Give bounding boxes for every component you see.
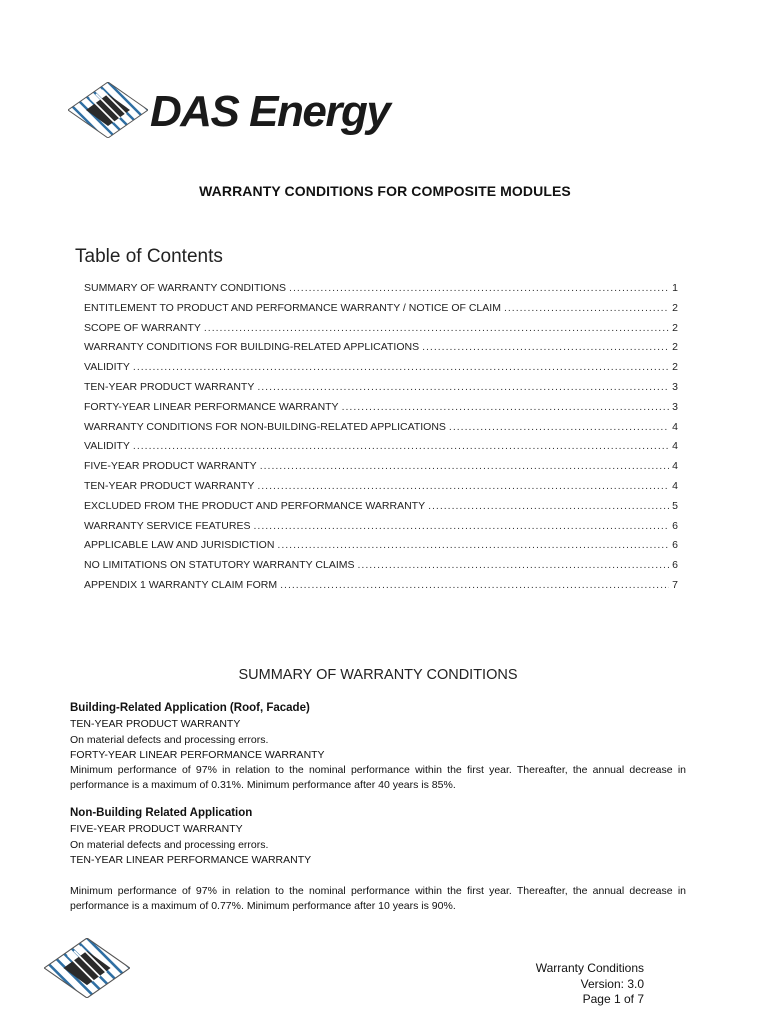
toc-entry-label: APPENDIX 1 WARRANTY CLAIM FORM [84,578,278,591]
toc-leader-dots [253,520,669,532]
toc-entry-label: VALIDITY [84,361,130,374]
toc-entry-label: VALIDITY [84,440,130,453]
toc-leader-dots [504,302,669,314]
toc-entry-label: APPLICABLE LAW AND JURISDICTION [84,539,275,552]
non-building-line-1: FIVE-YEAR PRODUCT WARRANTY [70,823,243,836]
toc-leader-dots [428,500,669,512]
toc-entry-page: 3 [672,400,678,413]
toc-entry[interactable] [84,282,678,302]
toc-entry[interactable] [84,381,678,401]
toc-entry[interactable] [84,539,678,559]
toc-entry[interactable] [84,302,678,322]
brand-logo [68,82,398,138]
toc-leader-dots [342,401,670,413]
toc-leader-dots [280,579,669,591]
building-line-1: TEN-YEAR PRODUCT WARRANTY [70,718,241,731]
toc-entry-page: 1 [672,282,678,294]
toc-entry-page: 2 [672,361,678,374]
toc-entry-label: ENTITLEMENT TO PRODUCT AND PERFORMANCE WARRANTY / NOTICE OF CLAIM [84,301,501,314]
toc-entry-label: FORTY-YEAR LINEAR PERFORMANCE WARRANTY [84,400,339,413]
toc-entry-label: NO LIMITATIONS ON STATUTORY WARRANTY CLAIMS [84,559,355,572]
toc-entry-label: WARRANTY CONDITIONS FOR NON-BUILDING-RELATED APPLICATIONS [84,420,446,433]
toc-entry-page: 2 [672,341,678,354]
toc-leader-dots [204,322,669,334]
toc-entry[interactable] [84,341,678,361]
toc-leader-dots [277,539,669,551]
toc-entry-label: FIVE-YEAR PRODUCT WARRANTY [84,460,257,473]
toc-entry-label: TEN-YEAR PRODUCT WARRANTY [84,380,255,393]
toc-leader-dots [449,421,669,433]
non-building-line-3: TEN-YEAR LINEAR PERFORMANCE WARRANTY [70,853,312,866]
non-building-section [70,806,686,915]
toc-leader-dots [257,480,669,492]
footer-doc-name: Warranty Conditions [535,961,644,975]
toc-leader-dots [133,361,669,373]
toc-leader-dots [289,282,669,294]
toc-entry-label: EXCLUDED FROM THE PRODUCT AND PERFORMANCE WARRANTY [84,499,426,512]
building-section [70,701,686,794]
toc-entry-page: 5 [672,499,678,512]
toc-entry[interactable] [84,361,678,381]
page-footer [536,961,644,1008]
building-line-2: On material defects and processing errors. [70,733,269,746]
non-building-line-2: On material defects and processing errors. [70,838,269,851]
toc-entry-page: 3 [672,380,678,393]
toc-leader-dots [257,381,669,393]
toc-entry[interactable] [84,520,678,540]
toc-entry-page: 6 [672,559,678,572]
toc-entry-label: WARRANTY SERVICE FEATURES [84,519,251,532]
toc-entry[interactable] [84,579,678,599]
footer-page-number: Page 1 of 7 [582,992,644,1006]
toc-entry-label: WARRANTY CONDITIONS FOR BUILDING-RELATED APPLICATIONS [84,341,420,354]
toc-entry[interactable] [84,480,678,500]
toc-heading: Table of Contents [75,246,223,267]
toc-entry[interactable] [84,440,678,460]
toc-entry-label: TEN-YEAR PRODUCT WARRANTY [84,479,255,492]
document-title: WARRANTY CONDITIONS FOR COMPOSITE MODULES [199,183,571,199]
toc-entry-page: 6 [672,539,678,552]
toc-entry[interactable] [84,421,678,441]
non-building-line-4: Minimum performance of 97% in relation to the nominal performance within the first year. Thereafter, the annual decrease in performance is a maximum of 0.77%. Minimum performance after 10 years is 90%. [70,885,686,913]
toc-leader-dots [133,440,669,452]
toc-entry-page: 6 [672,519,678,532]
toc-entry-label: SCOPE OF WARRANTY [84,321,201,334]
non-building-heading: Non-Building Related Application [70,807,253,819]
building-line-3: FORTY-YEAR LINEAR PERFORMANCE WARRANTY [70,748,325,761]
toc-leader-dots [260,460,669,472]
toc-entry-page: 2 [672,321,678,334]
table-of-contents [84,282,678,599]
toc-entry-page: 4 [672,479,678,492]
toc-entry-page: 4 [672,440,678,453]
toc-entry[interactable] [84,500,678,520]
toc-entry[interactable] [84,322,678,342]
toc-entry-label: SUMMARY OF WARRANTY CONDITIONS [84,282,287,294]
building-line-4: Minimum performance of 97% in relation to the nominal performance within the first year. Thereafter, the annual decrease in performance is a maximum of 0.31%. Minimum performance after 40 years is 85%. [70,764,686,792]
diamond-stripes-logo-icon [44,938,130,998]
toc-entry[interactable] [84,460,678,480]
toc-entry-page: 4 [672,420,678,433]
toc-leader-dots [422,341,669,353]
building-heading: Building-Related Application (Roof, Facade) [70,702,310,714]
footer-logo [44,938,130,1003]
summary-heading: SUMMARY OF WARRANTY CONDITIONS [238,667,518,683]
toc-entry-page: 4 [672,460,678,473]
toc-entry-page: 7 [672,578,678,591]
brand-name: DAS Energy [150,87,390,136]
diamond-stripes-logo-icon [68,82,148,138]
toc-leader-dots [358,559,670,571]
toc-entry-page: 2 [672,301,678,314]
toc-entry[interactable] [84,401,678,421]
footer-version: Version: 3.0 [580,976,644,991]
toc-entry[interactable] [84,559,678,579]
